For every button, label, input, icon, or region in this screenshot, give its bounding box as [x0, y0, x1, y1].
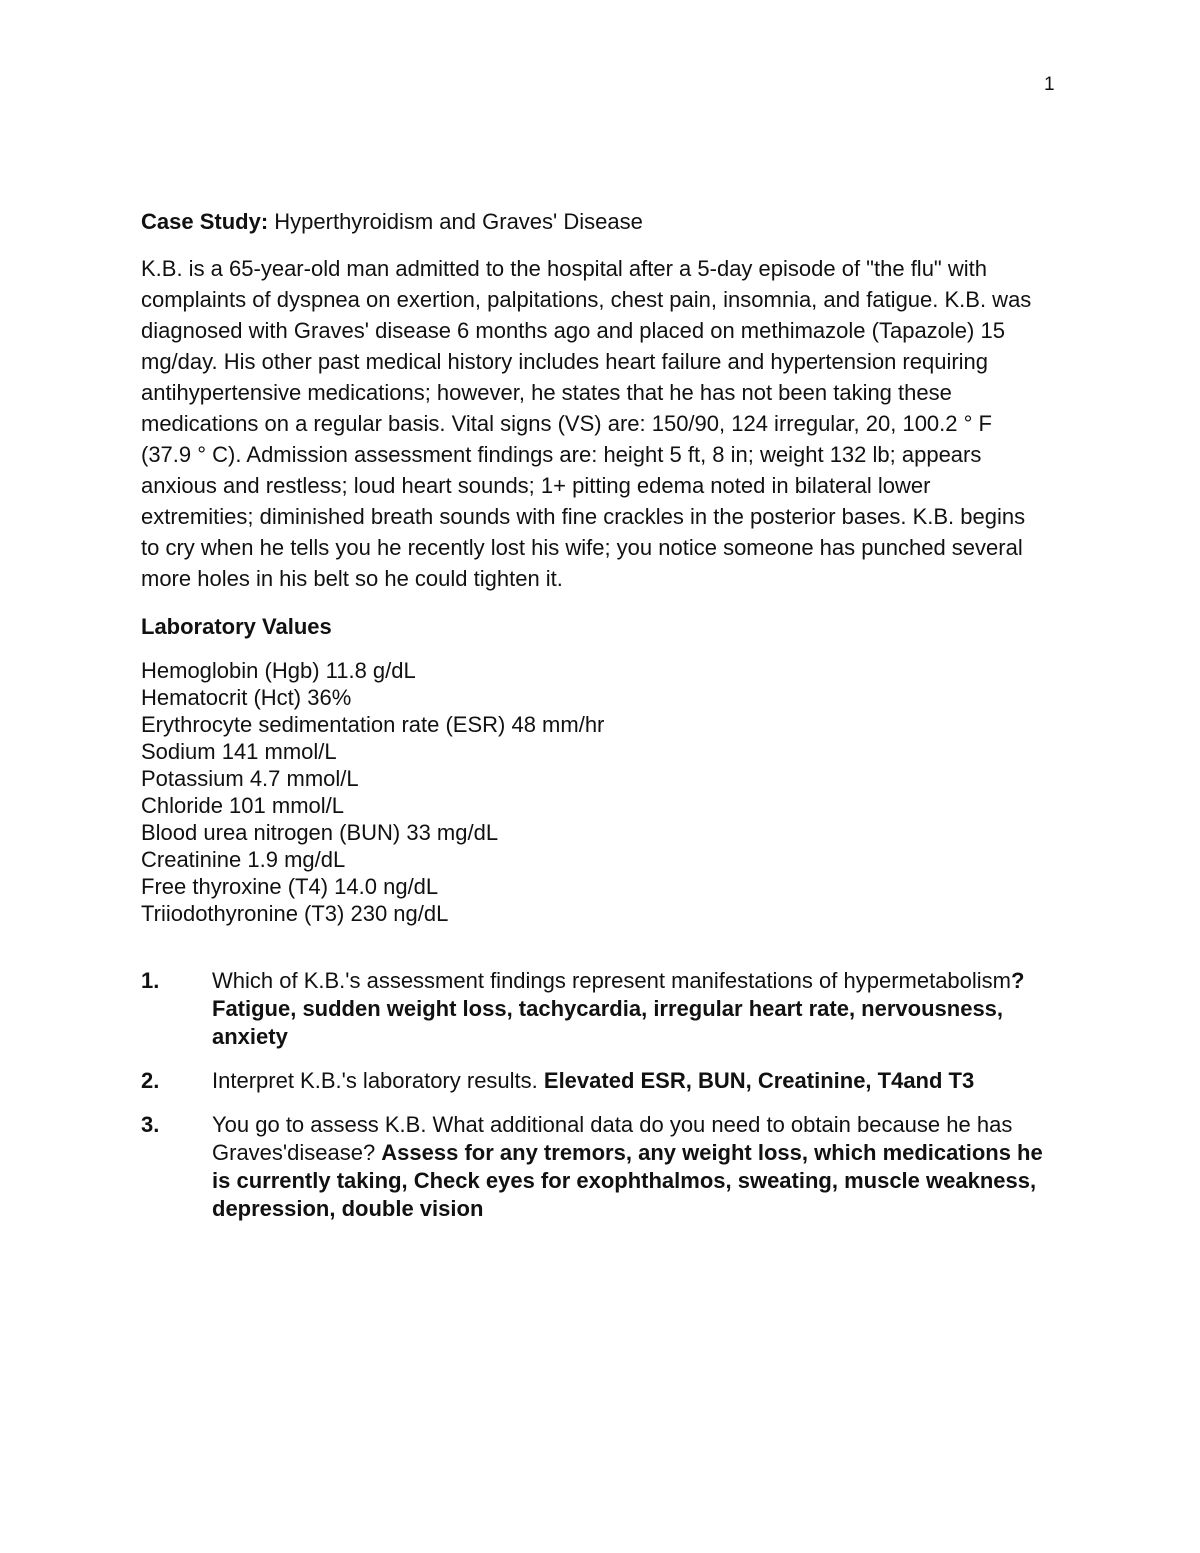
lab-values-heading: Laboratory Values	[141, 614, 332, 639]
question-list	[141, 967, 1046, 1223]
document-content	[141, 205, 1046, 1239]
case-description: K.B. is a 65-year-old man admitted to the hospital after a 5-day episode of "the flu" with complaints of dyspnea on exertion, palpitations, chest pain, insomnia, and fatigue. K.B. was diagnosed with Graves' disease 6 months ago and placed on methimazole (Tapazole) 15 mg/day. His other past medical history includes heart failure and hypertension requiring antihypertensive medications; however, he states that he has not been taking these medications on a regular basis. Vital signs (VS) are: 150/90, 124 irregular, 20, 100.2 ° F (37.9 ° C). Admission assessment findings are: height 5 ft, 8 in; weight 132 lb; appears anxious and restless; loud heart sounds; 1+ pitting edema noted in bilateral lower extremities; diminished breath sounds with fine crackles in the posterior bases. K.B. begins to cry when he tells you he recently lost his wife; you notice someone has punched several more holes in his belt so he could tighten it.	[141, 256, 1032, 591]
lab-value-hct: Hematocrit (Hct) 36%	[141, 685, 352, 710]
answer-text: ? Fatigue, sudden weight loss, tachycardia, irregular heart rate, nervousness, anxiety	[212, 968, 1025, 1049]
page-number: 1	[1044, 74, 1055, 95]
case-study-title	[141, 205, 1046, 239]
question-text: Interpret K.B.'s laboratory results.	[212, 1068, 544, 1093]
question-number: 2.	[141, 1068, 160, 1093]
lab-value-t3: Triiodothyronine (T3) 230 ng/dL	[141, 901, 449, 926]
answer-text: Elevated ESR, BUN, Creatinine, T4and T3	[543, 1068, 975, 1093]
question-number: 1.	[141, 968, 160, 993]
question-item	[141, 967, 1046, 1051]
question-number: 3.	[141, 1112, 160, 1137]
question-item	[141, 1111, 1046, 1223]
lab-value-hgb: Hemoglobin (Hgb) 11.8 g/dL	[141, 658, 416, 683]
question-item	[141, 1067, 1046, 1095]
lab-value-t4: Free thyroxine (T4) 14.0 ng/dL	[141, 874, 439, 899]
question-text: Which of K.B.'s assessment findings represent manifestations of hypermetabolism	[212, 968, 1012, 993]
case-study-topic: Hyperthyroidism and Graves' Disease	[268, 209, 643, 234]
lab-value-creatinine: Creatinine 1.9 mg/dL	[141, 847, 346, 872]
lab-values-list	[141, 657, 1046, 927]
lab-value-sodium: Sodium 141 mmol/L	[141, 739, 337, 764]
case-study-label: Case Study:	[141, 209, 269, 234]
answer-text: Assess for any tremors, any weight loss, which medications he is currently taking, Check eyes for exophthalmos, sweating, muscle weakness, depression, double vision	[212, 1140, 1043, 1221]
lab-value-esr: Erythrocyte sedimentation rate (ESR) 48 mm/hr	[141, 712, 605, 737]
lab-value-potassium: Potassium 4.7 mmol/L	[141, 766, 359, 791]
lab-value-chloride: Chloride 101 mmol/L	[141, 793, 344, 818]
question-text: You go to assess K.B. What additional data do you need to obtain because he has Graves'disease?	[212, 1112, 1013, 1165]
lab-value-bun: Blood urea nitrogen (BUN) 33 mg/dL	[141, 820, 499, 845]
